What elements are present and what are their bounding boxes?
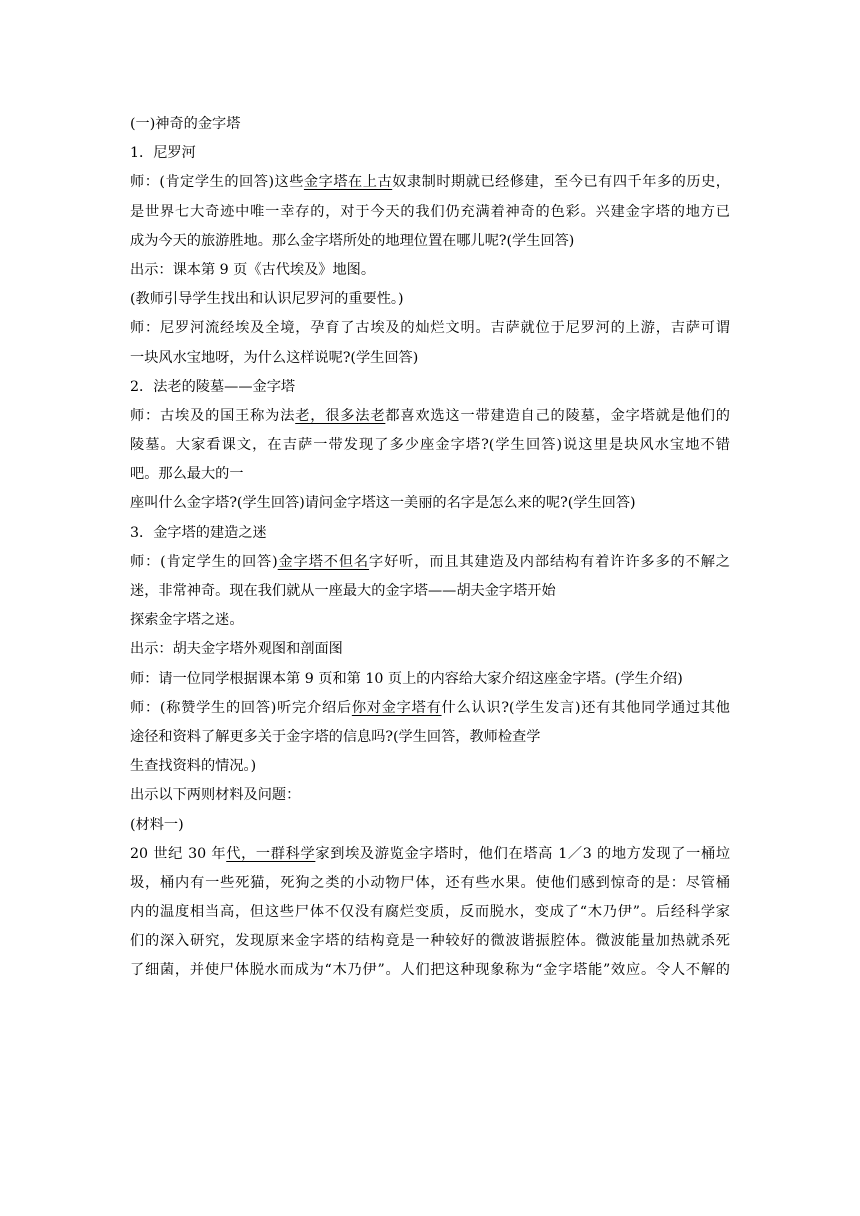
show-map-line: 出示：课本第 9 页《古代埃及》地图。: [130, 261, 376, 278]
teacher-note: (教师引导学生找出和认识尼罗河的重要性。): [130, 291, 404, 308]
paragraph-line: 探索金字塔之迷。: [130, 612, 244, 629]
paragraph-line: 了细菌，并使尸体脱水而成为“木乃伊”。人们把这种现象称为“金字塔能”效应。令人不解的: [130, 962, 730, 979]
paragraph-line: 是世界七大奇迹中唯一幸存的，对于今天的我们仍充满着神奇的色彩。兴建金字塔的地方已: [130, 203, 730, 220]
show-materials-line: 出示以下两则材料及问题：: [130, 787, 301, 804]
paragraph-line: 迷，非常神奇。现在我们就从一座最大的金字塔——胡夫金字塔开始: [130, 583, 556, 599]
paragraph-line: 一块风水宝地呀，为什么这样说呢?(学生回答): [130, 349, 419, 366]
underlined-text: 金字塔不但名: [277, 553, 370, 570]
underlined-text: 老，很多法老: [295, 407, 386, 424]
paragraph-line: 座叫什么金字塔?(学生回答)请问金字塔这一美丽的名字是怎么来的呢?(学生回答): [130, 495, 636, 512]
heading-construction-mystery: 3．金字塔的建造之迷: [130, 524, 267, 541]
paragraph-line: 生查找资料的情况。): [130, 758, 257, 775]
document-body: [130, 110, 730, 986]
paragraph-line: 师：(肯定学生的回答)金字塔不但名字好听，而且其建造及内部结构有着许许多多的不解之: [130, 553, 730, 570]
show-pictures-line: 出示：胡夫金字塔外观图和剖面图: [130, 641, 343, 658]
section-title: (一)神奇的金字塔: [130, 116, 241, 132]
paragraph-line: 20 世纪 30 年代，一群科学家到埃及游览金字塔时，他们在塔高 1／3 的地方发现了一桶垃: [130, 845, 730, 862]
paragraph-line: 陵墓。大家看课文，在吉萨一带发现了多少座金字塔?(学生回答)说这里是块风水宝地不错: [130, 437, 730, 454]
paragraph-line: 成为今天的旅游胜地。那么金字塔所处的地理位置在哪儿呢?(学生回答): [130, 232, 575, 249]
underlined-text: 你对金字塔有: [351, 699, 442, 716]
heading-pharaoh-tomb: 2．法老的陵墓——金字塔: [130, 378, 296, 395]
paragraph-line: 师：(称赞学生的回答)听完介绍后你对金字塔有什么认识?(学生发言)还有其他同学通过其他: [130, 699, 730, 716]
paragraph-line: 师：尼罗河流经埃及全境，孕育了古埃及的灿烂文明。吉萨就位于尼罗河的上游，吉萨可谓: [130, 320, 730, 337]
paragraph-line: 吧。那么最大的一: [130, 466, 244, 483]
material-title: (材料一): [130, 816, 184, 833]
paragraph-line: 途径和资料了解更多关于金字塔的信息吗?(学生回答，教师检查学: [130, 728, 541, 745]
paragraph-line: 师：古埃及的国王称为法老，很多法老都喜欢选这一带建造自己的陵墓，金字塔就是他们的: [130, 407, 730, 424]
paragraph-line: 们的深入研究，发现原来金字塔的结构竟是一种较好的微波谐振腔体。微波能量加热就杀死: [130, 933, 730, 950]
paragraph-line: 师：请一位同学根据课本第 9 页和第 10 页上的内容给大家介绍这座金字塔。(学生介绍): [130, 670, 683, 687]
heading-nile: 1．尼罗河: [130, 145, 196, 162]
paragraph-line: 内的温度相当高，但这些尸体不仅没有腐烂变质，反而脱水，变成了“木乃伊”。后经科学家: [130, 904, 730, 921]
paragraph-line: 师：(肯定学生的回答)这些金字塔在上古奴隶制时期就已经修建，至今已有四千年多的历史，: [130, 174, 730, 191]
paragraph-line: 圾，桶内有一些死猫，死狗之类的小动物尸体，还有些水果。使他们感到惊奇的是：尽管桶: [130, 874, 730, 891]
underlined-text: 代，一群科学: [226, 845, 316, 862]
underlined-text: 金字塔在上古: [303, 174, 393, 191]
